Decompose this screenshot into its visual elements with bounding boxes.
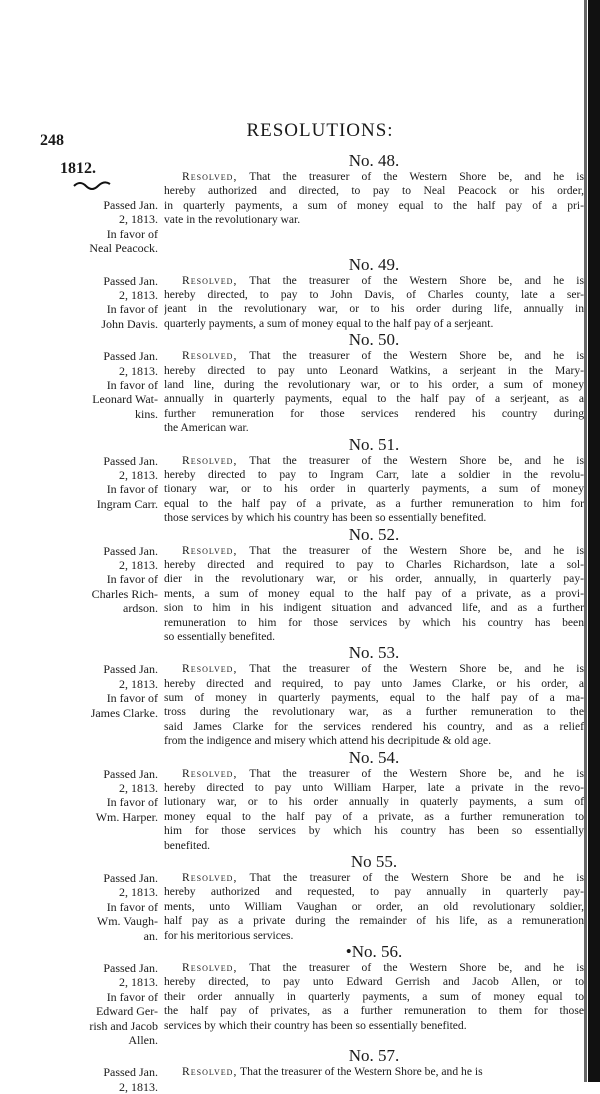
text-line: further remuneration for those services rendered his country during [164, 406, 584, 420]
marginal-note-line: Charles Rich- [91, 586, 158, 601]
resolved-word: Resolved, [182, 543, 238, 557]
text-line: ments, unto William Vaughan or order, an old revolutionary soldier, [164, 899, 584, 913]
scan-edge-shadow [584, 0, 587, 1082]
resolution-number: No 55. [350, 851, 398, 871]
text-line: services by which their country has been so essentially benefited. [164, 1018, 467, 1032]
resolution [34, 526, 584, 645]
marginal-note-line: ardson. [123, 601, 158, 616]
running-head: RESOLUTIONS: [246, 120, 394, 141]
resolved-word: Resolved, [182, 870, 238, 884]
text-line: hereby authorized and requested, to pay annually in quarterly pay- [164, 885, 584, 899]
resolution-text [164, 544, 584, 645]
resolution [34, 853, 584, 943]
text-line: vate in the revolutionary war. [164, 213, 301, 227]
resolution-content [164, 436, 584, 526]
resolved-word: Resolved, [182, 766, 238, 780]
text-line: hereby directed to pay to Ingram Carr, late a soldier in the revolu- [164, 467, 584, 481]
resolution-text [164, 454, 584, 526]
marginal-note-line: In favor of [106, 482, 158, 497]
marginal-note-line: 2, 1813. [119, 781, 158, 796]
resolution [34, 644, 584, 748]
resolution-text [164, 1065, 584, 1079]
marginal-note-line: Leonard Wat- [92, 392, 158, 407]
text-line: the half pay of privates, as a further remuneration to them for those [164, 1004, 584, 1018]
text-line: annually in quarterly payments, equal to the half pay of a serjeant, as a [164, 392, 584, 406]
resolved-word: Resolved, [182, 961, 238, 974]
marginal-note-line: 2, 1813. [119, 288, 158, 303]
text-line: sum of money in quarterly payments, equal to the half pay of a ma- [164, 691, 584, 705]
marginal-note-line: In favor of [106, 989, 158, 1004]
marginal-note-line: In favor of [106, 899, 158, 914]
marginal-note-line: In favor of [106, 378, 158, 393]
resolved-word: Resolved, [182, 349, 238, 363]
marginal-note-line: Neal Peacock. [89, 241, 158, 256]
text-line: hereby authorized and directed, to pay to Neal Peacock or his order, [164, 184, 584, 198]
resolution-number: No. 49. [348, 254, 400, 274]
text-line-content: That the treasurer of the Western Shore be, and he is [249, 766, 584, 780]
text-line [164, 544, 584, 558]
marginal-note-line: Passed Jan. [103, 766, 158, 781]
text-line-content: That the treasurer of the Western Shore be, and he is [249, 170, 584, 183]
marginal-note [34, 526, 158, 616]
text-line [164, 871, 584, 885]
marginal-note-line: James Clarke. [90, 705, 158, 720]
text-line: the American war. [164, 421, 249, 435]
resolved-word: Resolved, [182, 662, 238, 676]
marginal-note [34, 331, 158, 421]
marginal-note-line: Wm. Harper. [95, 809, 158, 824]
text-line: half pay as a private during the remainder of his life, as a remuneration [164, 914, 584, 928]
resolution [34, 749, 584, 853]
marginal-note-line: kins. [134, 406, 158, 421]
year-marginal: 1812. [60, 160, 96, 177]
resolution-content [164, 526, 584, 645]
text-line: dier in the revolutionary war, or his order, annually, in quarterly pay- [164, 572, 584, 586]
text-line: from the indigence and misery which attend his decripitude & old age. [164, 734, 492, 748]
text-line: in quarterly payments, a sum of money equal to the half pay of a pri- [164, 198, 584, 212]
resolution-text [164, 662, 584, 748]
marginal-note-line: 2, 1813. [119, 363, 158, 378]
resolution-text [164, 961, 584, 1033]
text-line-content: That the treasurer of the Western Shore be, and he is [249, 453, 584, 467]
text-line [164, 454, 584, 468]
marginal-note-line: Ingram Carr. [96, 496, 158, 511]
text-line: hereby directed to pay unto Leonard Watkins, a serjeant in the Mary- [164, 363, 584, 377]
text-line: so essentially benefited. [164, 629, 276, 643]
resolved-word: Resolved, [182, 1065, 238, 1079]
marginal-note-line: 2, 1813. [119, 557, 158, 572]
marginal-note-line: Passed Jan. [103, 273, 158, 288]
text-line: tionary war, or to his order in quarterly payments, a sum of money [164, 482, 584, 496]
text-line: hereby directed, to pay unto Edward Gerrish and Jacob Allen, or to [164, 975, 584, 989]
marginal-note-line: Passed Jan. [103, 1065, 158, 1080]
resolutions-body [34, 152, 584, 1094]
resolution [34, 331, 584, 435]
marginal-note-line: Passed Jan. [103, 961, 158, 975]
resolution-text [164, 170, 584, 228]
text-line: money equal to the half pay of a private, as a further remuneration to [164, 809, 584, 823]
text-line: lutionary war, or to his order annually in quaterly payments, a sum of [164, 795, 584, 809]
marginal-note-line: Passed Jan. [103, 198, 158, 212]
resolution [34, 1047, 584, 1094]
text-line: quarterly payments, a sum of money equal to the half pay of a serjeant. [164, 316, 494, 330]
resolution-number: No. 50. [348, 330, 400, 350]
resolution-number: No. 54. [348, 747, 400, 767]
marginal-note [34, 436, 158, 512]
marginal-note [34, 644, 158, 720]
resolved-word: Resolved, [182, 453, 238, 467]
text-line: equal to the half pay of a private, as a further remuneration to him for [164, 496, 584, 510]
marginal-note-line: John Davis. [101, 316, 158, 331]
resolution-text [164, 274, 584, 332]
marginal-note-line: In favor of [106, 691, 158, 706]
marginal-note-line: 2, 1813. [119, 1079, 158, 1094]
marginal-note-line: Passed Jan. [103, 453, 158, 468]
resolution-number: No. 57. [348, 1046, 400, 1066]
resolution [34, 943, 584, 1047]
text-line [164, 274, 584, 288]
marginal-note [34, 749, 158, 825]
text-line: hereby directed to pay unto William Harper, late a private in the revo- [164, 781, 584, 795]
marginal-note [34, 152, 158, 256]
text-line: ments, a sum of money equal to the half pay of a private, as a provi- [164, 586, 584, 600]
marginal-note-line: Allen. [128, 1033, 158, 1048]
marginal-note [34, 853, 158, 943]
page-number: 248 [40, 132, 64, 149]
text-line: jeant in the revolutionary war, or to his order during life, annually in [164, 302, 584, 316]
text-line: those services by which his country has been so essentially benefited. [164, 511, 487, 525]
text-line-content: That the treasurer of the Western Shore be, and he is [249, 543, 584, 557]
marginal-note [34, 943, 158, 1047]
marginal-note-line: 2, 1813. [119, 212, 158, 227]
marginal-note-line: 2, 1813. [119, 975, 158, 990]
marginal-note [34, 1047, 158, 1094]
resolved-word: Resolved, [182, 170, 238, 183]
resolution [34, 256, 584, 332]
text-line [164, 662, 584, 676]
text-line [164, 961, 584, 975]
text-line-content: That the treasurer of the Western Shore be, and he is [249, 273, 584, 287]
resolution-number: •No. 56. [345, 942, 403, 961]
marginal-note-line: rish and Jacob [89, 1018, 158, 1033]
resolution-content [164, 853, 584, 943]
text-line [164, 767, 584, 781]
resolution-number: No. 52. [348, 524, 400, 544]
marginal-note-line: Passed Jan. [103, 870, 158, 885]
resolved-word: Resolved, [182, 273, 238, 287]
text-line-content: That the treasurer of the Western Shore be, and he is [249, 662, 584, 676]
marginal-note-line: 2, 1813. [119, 468, 158, 482]
resolution-content [164, 152, 584, 228]
resolution [34, 436, 584, 526]
marginal-note-line: Passed Jan. [103, 662, 158, 677]
marginal-note-line: Passed Jan. [103, 543, 158, 558]
text-line: their order annually in quarterly payments, a sum of money equal to [164, 989, 584, 1003]
resolution-content [164, 644, 584, 748]
resolution-number: No. 48. [348, 151, 400, 170]
marginal-note-line: In favor of [106, 572, 158, 587]
text-line-content: That the treasurer of the Western Shore be and he is [249, 870, 584, 884]
text-line: remuneration to him for those services by which his country has been [164, 615, 584, 629]
text-line: said James Clarke for the services rendered his country, and as a relief [164, 719, 584, 733]
marginal-note [34, 256, 158, 332]
marginal-note-line: Wm. Vaugh- [96, 914, 158, 929]
marginal-note-line: In favor of [106, 226, 158, 241]
resolution-content [164, 1047, 584, 1079]
text-line: hereby directed and required to pay to Charles Richardson, late a sol- [164, 557, 584, 571]
text-line-content: That the treasurer of the Western Shore be, and he is [249, 961, 584, 974]
resolution-text [164, 767, 584, 853]
marginal-note-line: an. [143, 928, 158, 943]
text-line: him for those services by which his country has been so essentially [164, 824, 584, 838]
text-line [164, 170, 584, 184]
resolution-content [164, 256, 584, 332]
text-line: for his meritorious services. [164, 928, 294, 942]
resolution-text [164, 871, 584, 943]
text-line-content: That the treasurer of the Western Shore be, and he is [240, 1065, 483, 1079]
marginal-note-line: In favor of [106, 302, 158, 317]
text-line [164, 349, 584, 363]
marginal-note-line: 2, 1813. [119, 676, 158, 691]
text-line [164, 1065, 584, 1079]
scan-edge [588, 0, 600, 1082]
marginal-note-line: Edward Ger- [95, 1004, 158, 1019]
marginal-note-line: 2, 1813. [119, 885, 158, 900]
resolution-text [164, 349, 584, 435]
text-line: land line, during the revolutionary war, or to his order, a sum of money [164, 378, 584, 392]
marginal-note-line: In favor of [106, 795, 158, 810]
text-line: hereby directed and required, to pay unto James Clarke, or his order, a [164, 676, 584, 690]
resolution-number: No. 51. [348, 434, 400, 454]
text-line-content: That the treasurer of the Western Shore be, and he is [249, 349, 584, 363]
text-line: hereby directed, to pay to John Davis, of Charles county, late a ser- [164, 288, 584, 302]
text-line: tross during the revolutionary war, as a further remuneration to the [164, 705, 584, 719]
resolution-content [164, 331, 584, 435]
resolution-content [164, 943, 584, 1033]
resolution [34, 152, 584, 256]
text-line: benefited. [164, 838, 211, 852]
marginal-note-line: Passed Jan. [103, 349, 158, 364]
resolution-number: No. 53. [348, 643, 400, 663]
resolution-content [164, 749, 584, 853]
text-line: sion to him in his indigent situation and advanced life, and as a further [164, 601, 584, 615]
